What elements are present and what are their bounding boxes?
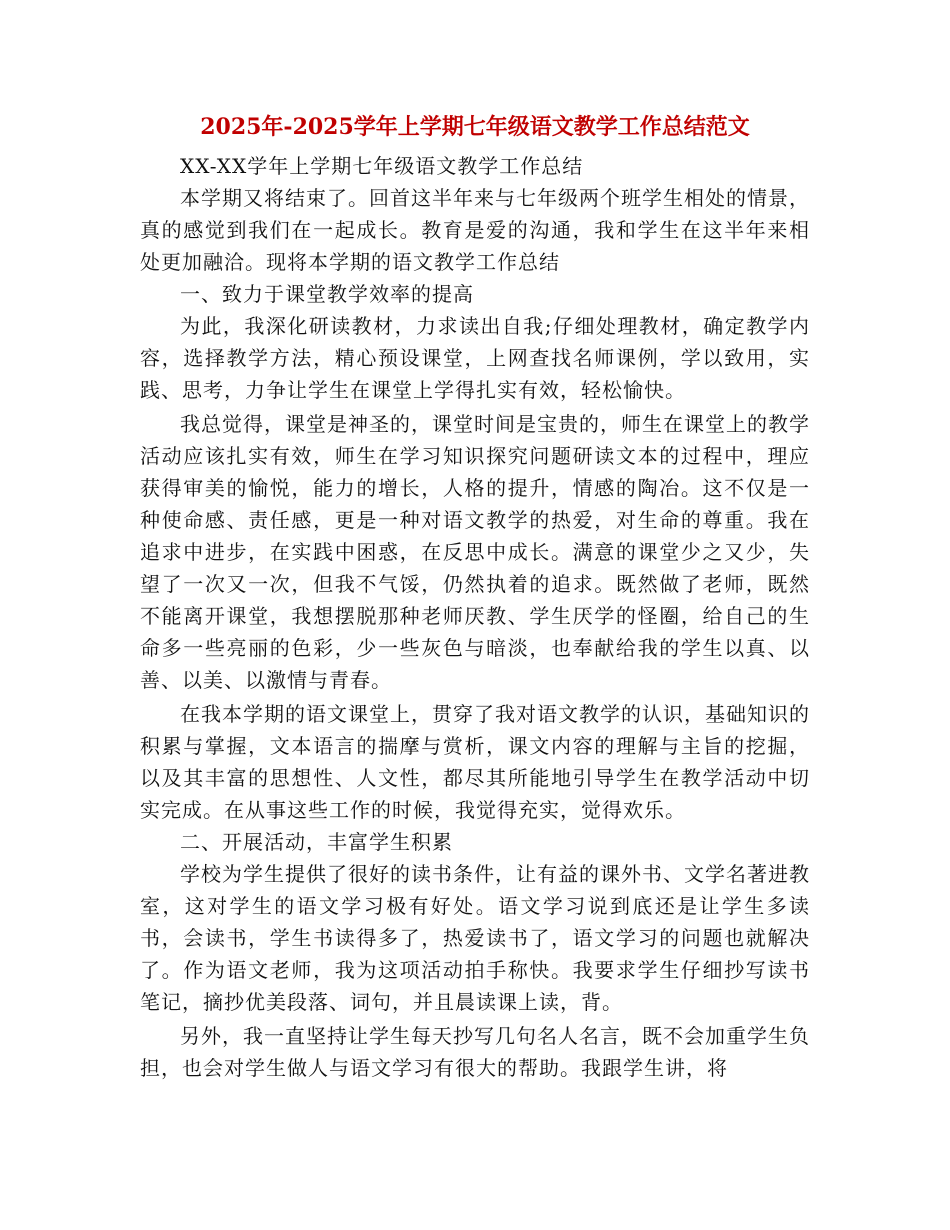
paragraph: 另外，我一直坚持让学生每天抄写几句名人名言，既不会加重学生负担，也会对学生做人与语文学习有很大的帮助。我跟学生讲，将 (140, 1024, 810, 1080)
document-title: 2025年-2025学年上学期七年级语文教学工作总结范文 (200, 114, 750, 140)
document-body (140, 150, 810, 1084)
paragraph: 为此，我深化研读教材，力求读出自我;仔细处理教材，确定教学内容，选择教学方法，精心预设课堂，上网查找名师课例，学以致用，实践、思考，力争让学生在课堂上学得扎实有效，轻松愉快。 (140, 314, 810, 402)
document-subtitle: XX-XX学年上学期七年级语文教学工作总结 (180, 154, 584, 178)
paragraph: 我总觉得，课堂是神圣的，课堂时间是宝贵的，师生在课堂上的教学活动应该扎实有效，师生在学习知识探究问题研读文本的过程中，理应获得审美的愉悦，能力的增长，人格的提升，情感的陶冶。这不仅是一种使命感、责任感，更是一种对语文教学的热爱，对生命的尊重。我在追求中进步，在实践中困惑，在反思中成长。满意的课堂少之又少，失望了一次又一次，但我不气馁，仍然执着的追求。既然做了老师，既然不能离开课堂，我想摆脱那种老师厌教、学生厌学的怪圈，给自己的生命多一些亮丽的色彩，少一些灰色与暗淡，也奉献给我的学生以真、以善、以美、以激情与青春。 (140, 412, 810, 692)
paragraph: 学校为学生提供了很好的读书条件，让有益的课外书、文学名著进教室，这对学生的语文学习极有好处。语文学习说到底还是让学生多读书，会读书，学生书读得多了，热爱读书了，语文学习的问题也就解决了。作为语文老师，我为这项活动拍手称快。我要求学生仔细抄写读书笔记，摘抄优美段落、词句，并且晨读课上读，背。 (140, 862, 810, 1014)
section-heading-1: 一、致力于课堂教学效率的提高 (180, 282, 474, 306)
section-heading-2: 二、开展活动，丰富学生积累 (180, 830, 453, 854)
paragraph-intro: 本学期又将结束了。回首这半年来与七年级两个班学生相处的情景，真的感觉到我们在一起成长。教育是爱的沟通，我和学生在这半年来相处更加融洽。现将本学期的语文教学工作总结 (140, 186, 810, 274)
paragraph: 在我本学期的语文课堂上，贯穿了我对语文教学的认识，基础知识的积累与掌握，文本语言的揣摩与赏析，课文内容的理解与主旨的挖掘，以及其丰富的思想性、人文性，都尽其所能地引导学生在教学活动中切实完成。在从事这些工作的时候，我觉得充实，觉得欢乐。 (140, 702, 810, 822)
